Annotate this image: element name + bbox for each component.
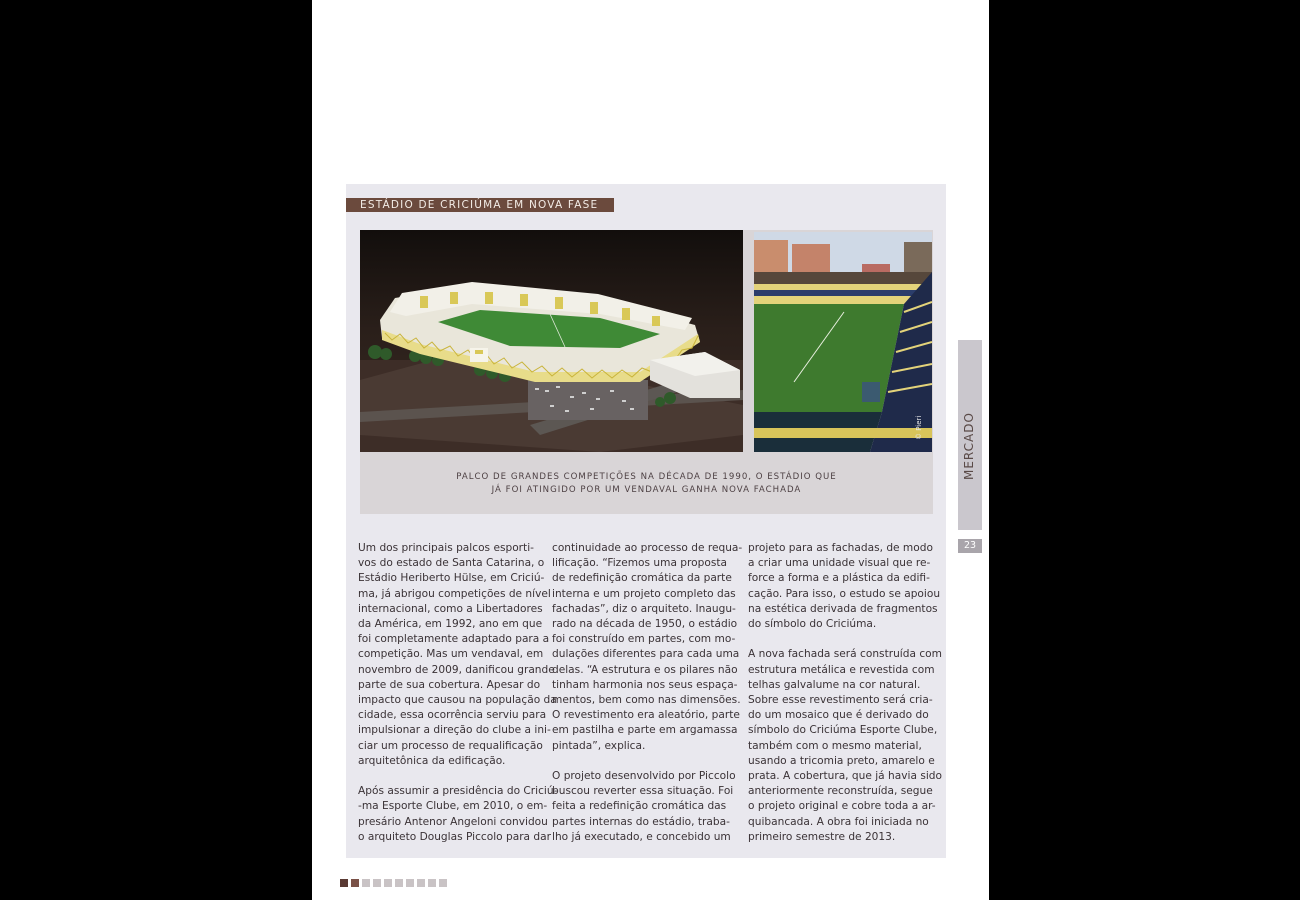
article-line: arquitetônica da edificação. — [358, 754, 506, 767]
article-line: lho já executado, e concebido um — [552, 830, 731, 843]
article-line: Um dos principais palcos esporti- — [358, 542, 534, 554]
stadium-photo-image — [754, 232, 932, 452]
article-line: da América, em 1992, ano em que — [358, 618, 543, 631]
article-line: vos do estado de Santa Catarina, o — [358, 557, 545, 570]
article-line: o arquiteto Douglas Piccolo para dar — [358, 830, 551, 843]
article-line: quibancada. A obra foi iniciada no — [748, 815, 929, 828]
article-line: presário Antenor Angeloni convidou — [358, 815, 548, 828]
article-line: na estética derivada de fragmentos — [748, 602, 938, 615]
article-line: impacto que causou na população da — [358, 694, 557, 707]
article-line: impulsionar a direção do clube a ini- — [358, 724, 551, 737]
article-line: dulações diferentes para cada uma — [552, 648, 740, 661]
page-dots — [340, 879, 447, 887]
article-paragraph — [358, 784, 558, 845]
page-dot — [373, 879, 381, 887]
article-line: em pastilha e parte em argamassa — [552, 724, 738, 737]
article-line: ma, já abrigou competições de nível — [358, 587, 551, 600]
stadium-render-image — [360, 230, 743, 452]
page-number: 23 — [958, 539, 982, 553]
article-line: do símbolo do Criciúma. — [748, 618, 877, 631]
article-line: foi completamente adaptado para a — [358, 633, 550, 646]
article-line: cação. Para isso, o estudo se apoiou — [748, 587, 941, 600]
article-line: prata. A cobertura, que já havia sido — [748, 770, 942, 783]
article-line: telhas galvalume na cor natural. — [748, 678, 921, 691]
article-line: do um mosaico que é derivado do — [748, 709, 929, 722]
photo-credit: © Pieri — [915, 415, 923, 440]
article-line: tinham harmonia nos seus espaça- — [552, 678, 738, 691]
page-dot — [351, 879, 359, 887]
section-title: ESTÁDIO DE CRICIÚMA EM NOVA FASE — [346, 198, 614, 212]
article-line: lificação. “Fizemos uma proposta — [552, 557, 728, 570]
article-line: Após assumir a presidência do Criciú- — [358, 785, 558, 798]
article-line: pintada”, explica. — [552, 739, 646, 752]
article-line: mentos, bem como nas dimensões. — [552, 694, 741, 707]
article-line: A nova fachada será construída com — [748, 648, 942, 661]
caption-line: PALCO DE GRANDES COMPETIÇÕES NA DÉCADA DE 1990, O ESTÁDIO QUE — [456, 472, 837, 482]
page-dot — [384, 879, 392, 887]
section-tab — [958, 340, 982, 530]
article-line: O revestimento era aleatório, parte — [552, 709, 740, 722]
article-line: de redefinição cromática da parte — [552, 572, 732, 585]
text-column-1 — [358, 541, 558, 860]
article-line: force a forma e a plástica da edifi- — [748, 572, 930, 585]
section-tab-label: MERCADO — [962, 412, 976, 480]
article-line: novembro de 2009, danificou grande — [358, 663, 555, 676]
article-line: fachadas”, diz o arquiteto. Inaugu- — [552, 602, 736, 615]
article-line: partes internas do estádio, traba- — [552, 815, 730, 828]
text-column-3 — [748, 541, 942, 860]
article-line: cidade, essa ocorrência serviu para — [358, 709, 547, 722]
article-line: internacional, como a Libertadores — [358, 602, 543, 615]
article-paragraph — [552, 769, 736, 845]
article-line: rado na década de 1950, o estádio — [552, 618, 738, 631]
article-line: feita a redefinição cromática das — [552, 800, 727, 813]
article-line: a criar uma unidade visual que re- — [748, 557, 931, 570]
article-line: delas. “A estrutura e os pilares não — [552, 663, 738, 676]
page-dot — [428, 879, 436, 887]
article-line: projeto para as fachadas, de modo — [748, 542, 933, 554]
article-line: Sobre esse revestimento será cria- — [748, 694, 933, 707]
text-column-2 — [552, 541, 743, 860]
page-dot — [439, 879, 447, 887]
article-paragraph — [358, 541, 557, 769]
article-line: interna e um projeto completo das — [552, 587, 736, 600]
article-paragraph — [748, 647, 942, 845]
article-line: competição. Mas um vendaval, em — [358, 648, 544, 661]
page-dot — [340, 879, 348, 887]
article-line: estrutura metálica e revestida com — [748, 663, 935, 676]
article-line: anteriormente reconstruída, segue — [748, 785, 933, 798]
photo-caption — [360, 471, 933, 497]
article-paragraph — [748, 541, 941, 632]
page-dot — [362, 879, 370, 887]
article-line: buscou reverter essa situação. Foi — [552, 785, 734, 798]
article-paragraph — [552, 541, 743, 754]
page-dot — [395, 879, 403, 887]
article-line: primeiro semestre de 2013. — [748, 830, 896, 843]
caption-line: JÁ FOI ATINGIDO POR UM VENDAVAL GANHA NOVA FACHADA — [491, 485, 802, 495]
article-line: Estádio Heriberto Hülse, em Criciú- — [358, 572, 545, 585]
article-line: símbolo do Criciúma Esporte Clube, — [748, 724, 938, 737]
article-line: usando a tricomia preto, amarelo e — [748, 754, 935, 767]
page-dot — [406, 879, 414, 887]
article-line: -ma Esporte Clube, em 2010, o em- — [358, 800, 548, 813]
article-line: ciar um processo de requalificação — [358, 739, 543, 752]
article-line: também com o mesmo material, — [748, 739, 922, 752]
page-dot — [417, 879, 425, 887]
article-line: O projeto desenvolvido por Piccolo — [552, 770, 736, 783]
article-line: parte de sua cobertura. Apesar do — [358, 678, 541, 691]
article-line: continuidade ao processo de requa- — [552, 542, 743, 554]
article-line: o projeto original e cobre toda a ar- — [748, 800, 936, 813]
article-line: foi construído em partes, com mo- — [552, 633, 736, 646]
